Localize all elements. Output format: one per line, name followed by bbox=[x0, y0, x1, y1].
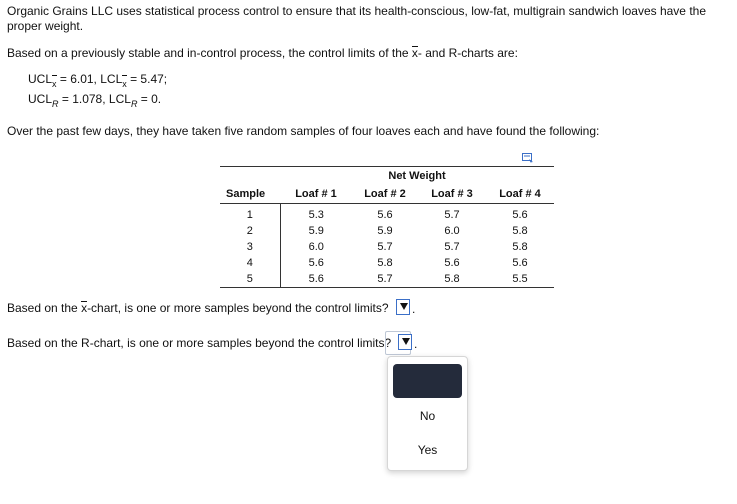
subscript-x-bar: x bbox=[52, 76, 57, 93]
weight-cell: 5.7 bbox=[444, 209, 460, 221]
lcl-r-value: = 0. bbox=[140, 92, 162, 106]
subscript-r: R bbox=[52, 99, 59, 109]
weight-cell: 5.7 bbox=[444, 241, 460, 253]
sample-cell: 2 bbox=[220, 223, 280, 239]
problem-intro: Organic Grains LLC uses statistical process control to ensure that its health-conscious, low-fat, multigrain sandwich loaves have the proper weight. bbox=[7, 4, 706, 33]
ucl-r-value: = 1.078, bbox=[61, 92, 106, 106]
table-row bbox=[220, 223, 554, 239]
weight-cell: 5.6 bbox=[280, 271, 352, 288]
net-weight-header: Net Weight bbox=[280, 167, 554, 186]
question-r-chart: Based on the R-chart, is one or more samples beyond the control limits? bbox=[7, 336, 392, 350]
sample-cell: 4 bbox=[220, 255, 280, 271]
lead-text: Based on a previously stable and in-control process, the control limits of the bbox=[7, 46, 412, 60]
weight-cell: 5.8 bbox=[418, 271, 486, 288]
x-bar-symbol: x bbox=[411, 46, 418, 60]
weight-cell: 5.5 bbox=[486, 271, 554, 288]
menu-option-blank[interactable] bbox=[393, 364, 462, 398]
column-header-loaf-4: Loaf # 4 bbox=[486, 185, 554, 204]
weight-cell: 5.6 bbox=[308, 257, 324, 269]
question-period: . bbox=[412, 302, 416, 316]
menu-option-no[interactable]: No bbox=[419, 409, 436, 423]
copy-table-icon[interactable] bbox=[522, 153, 534, 164]
column-header-loaf-3: Loaf # 3 bbox=[418, 185, 486, 204]
x-chart-limits bbox=[28, 71, 167, 89]
subscript-x-bar: x bbox=[122, 76, 127, 93]
x-chart-answer-dropdown[interactable] bbox=[396, 299, 410, 315]
question-text-end: -chart, is one or more samples beyond the control limits? bbox=[87, 301, 389, 315]
sample-cell: 3 bbox=[220, 239, 280, 255]
question-text: Based on the bbox=[7, 301, 82, 315]
lcl-x-value: = 5.47; bbox=[130, 72, 168, 86]
table-row bbox=[220, 271, 554, 288]
ucl-r-label: UCL bbox=[28, 92, 53, 106]
column-header-sample: Sample bbox=[220, 185, 280, 204]
weight-cell: 5.8 bbox=[377, 257, 393, 269]
r-chart-limits bbox=[28, 91, 161, 109]
weight-cell: 5.7 bbox=[352, 271, 418, 288]
column-header-loaf-2: Loaf # 2 bbox=[352, 185, 418, 204]
weight-cell: 5.7 bbox=[377, 241, 393, 253]
sample-cell: 1 bbox=[220, 204, 280, 224]
x-bar-symbol: x bbox=[81, 301, 88, 315]
net-weight-table bbox=[220, 166, 554, 288]
weight-cell: 5.6 bbox=[512, 257, 528, 269]
table-row bbox=[220, 239, 554, 255]
weight-cell: 6.0 bbox=[308, 241, 324, 253]
weight-cell: 6.0 bbox=[444, 225, 460, 237]
subscript-r: R bbox=[130, 99, 138, 109]
weight-cell: 5.6 bbox=[512, 209, 528, 221]
ucl-x-value: = 6.01, bbox=[59, 72, 97, 86]
table-row bbox=[220, 255, 554, 271]
ucl-x-label: UCL bbox=[28, 72, 53, 86]
table-row bbox=[220, 204, 554, 224]
question-x-chart bbox=[7, 301, 389, 315]
weight-cell: 5.6 bbox=[444, 257, 460, 269]
r-chart-answer-dropdown[interactable] bbox=[398, 334, 412, 350]
lcl-x-label: LCL bbox=[100, 72, 123, 86]
weight-cell: 5.8 bbox=[512, 225, 528, 237]
lead-text-end: - and R-charts are: bbox=[417, 46, 518, 60]
dropdown-menu bbox=[387, 356, 468, 471]
weight-cell: 5.8 bbox=[512, 241, 528, 253]
limits-lead-sentence bbox=[7, 46, 518, 60]
sample-cell: 5 bbox=[220, 271, 280, 288]
weight-cell: 5.6 bbox=[377, 209, 393, 221]
weight-cell: 5.3 bbox=[308, 209, 324, 221]
weight-cell: 5.9 bbox=[377, 225, 393, 237]
dropdown-arrow-icon bbox=[400, 303, 408, 310]
samples-description: Over the past few days, they have taken five random samples of four loaves each and have found the following: bbox=[7, 124, 600, 138]
lcl-r-label: LCL bbox=[108, 92, 131, 106]
column-header-loaf-1: Loaf # 1 bbox=[280, 185, 352, 204]
menu-option-yes[interactable]: Yes bbox=[417, 443, 438, 457]
dropdown-arrow-icon bbox=[402, 338, 410, 345]
weight-cell: 5.9 bbox=[308, 225, 324, 237]
question-period: . bbox=[414, 337, 418, 351]
